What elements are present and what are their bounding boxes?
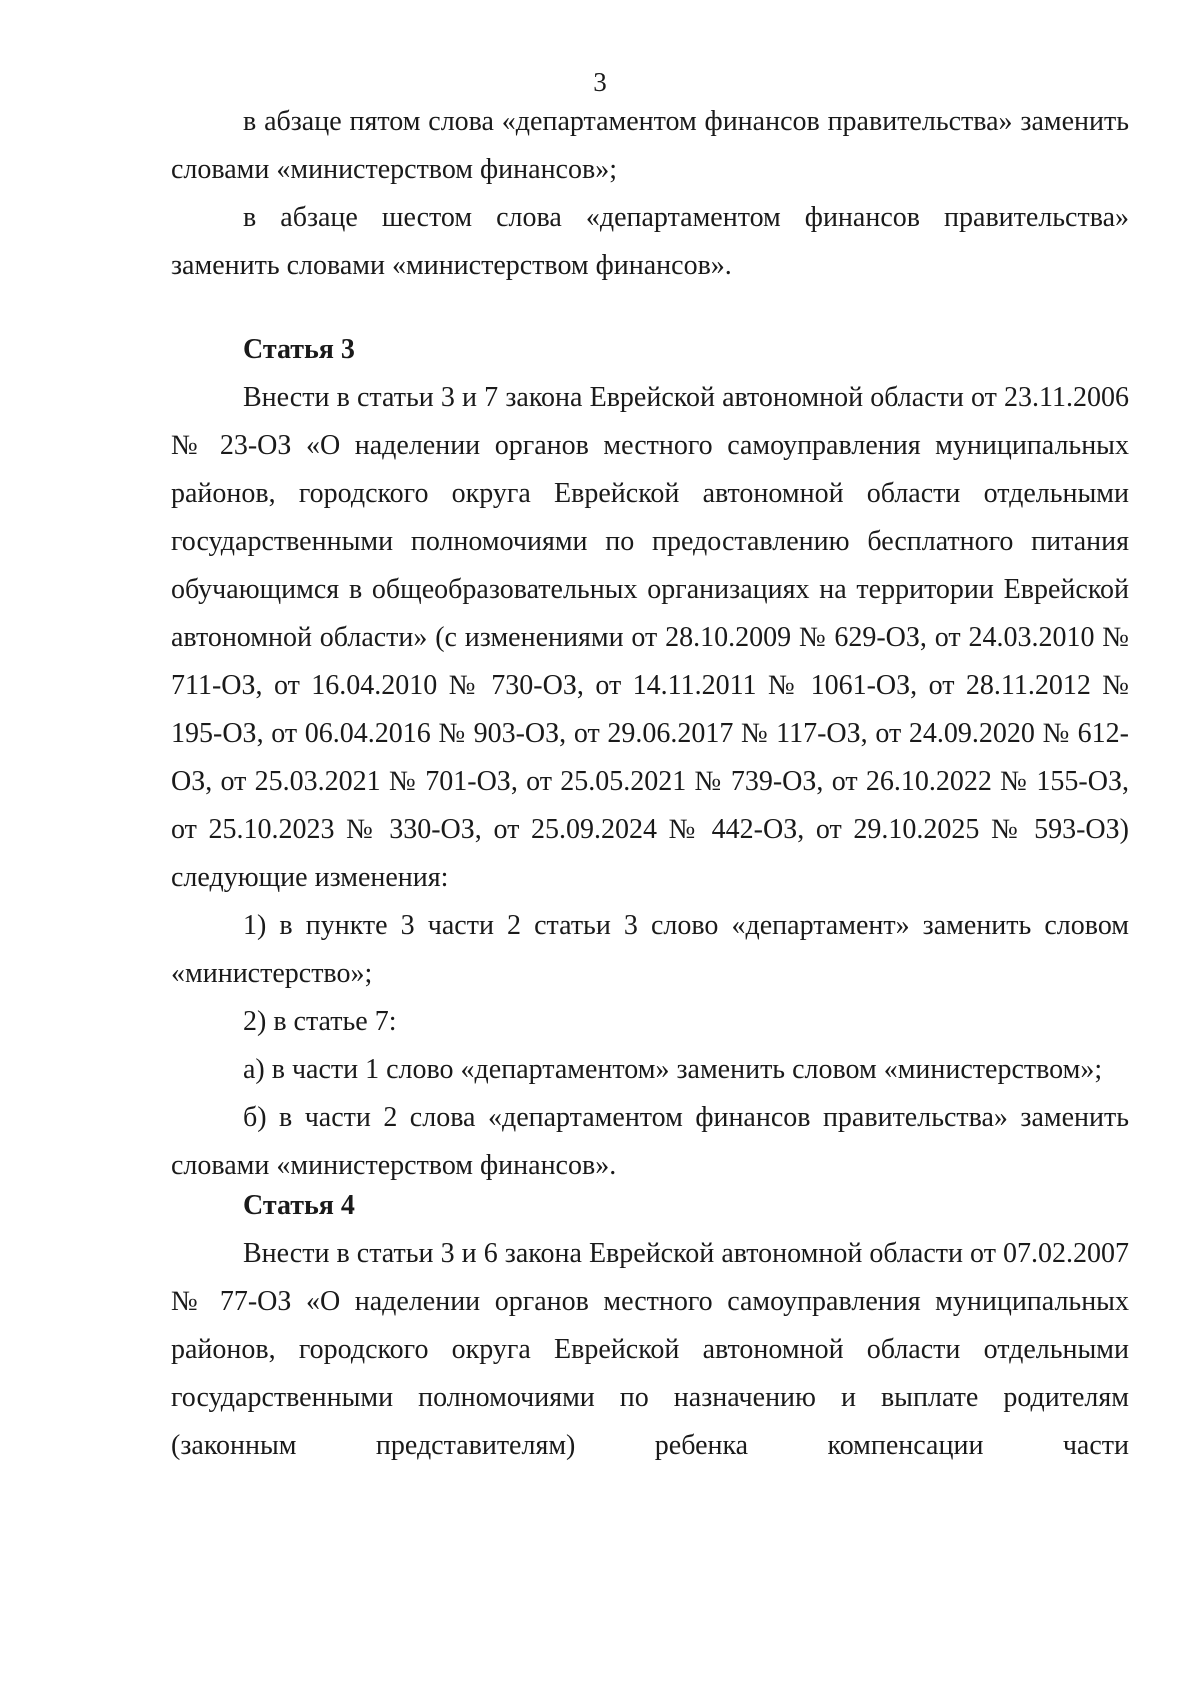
article-4 [171, 1182, 1129, 1470]
amendment-block-continued [171, 98, 1129, 290]
article-3-intro: Внести в статьи 3 и 7 закона Еврейской автономной области от 23.11.2006 № 23-ОЗ «О наделении органов местного самоуправления муниципальных районов, городского округа Еврейской автономной области отдельными государственными полномочиями по предоставлению бесплатного питания обучающимся в общеобразовательных организациях на территории Еврейской автономной области» (с изменениями от 28.10.2009 № 629-ОЗ, от 24.03.2010 № 711-ОЗ, от 16.04.2010 № 730-ОЗ, от 14.11.2011 № 1061-ОЗ, от 28.11.2012 № 195-ОЗ, от 06.04.2016 № 903-ОЗ, от 29.06.2017 № 117-ОЗ, от 24.09.2020 № 612-ОЗ, от 25.03.2021 № 701-ОЗ, от 25.05.2021 № 739-ОЗ, от 26.10.2022 № 155-ОЗ, от 25.10.2023 № 330-ОЗ, от 25.09.2024 № 442-ОЗ, от 29.10.2025 № 593-ОЗ) следующие изменения: [171, 382, 1129, 893]
article-3-item-1: 1) в пункте 3 части 2 статьи 3 слово «департамент» заменить словом «министерство»; [171, 910, 1129, 989]
article-3-item-2a: а) в части 1 слово «департаментом» заменить словом «министерством»; [243, 1054, 1103, 1085]
article-3 [171, 326, 1129, 1190]
article-4-intro: Внести в статьи 3 и 6 закона Еврейской автономной области от 07.02.2007 № 77-ОЗ «О наделении органов местного самоуправления муниципальных районов, городского округа Еврейской автономной области отдельными государственными полномочиями по назначению и выплате родителям (законным представителям) ребенка компенсации части [171, 1238, 1129, 1461]
article-4-heading: Статья 4 [243, 1190, 355, 1221]
article-3-item-2: 2) в статье 7: [243, 1006, 397, 1037]
article-3-item-2b: б) в части 2 слова «департаментом финансов правительства» заменить словами «министерством финансов». [171, 1102, 1129, 1181]
paragraph-abzac-6: в абзаце шестом слова «департаментом финансов правительства» заменить словами «министерством финансов». [171, 202, 1129, 281]
page-number: 3 [593, 67, 607, 97]
article-3-heading: Статья 3 [243, 334, 355, 365]
paragraph-abzac-5: в абзаце пятом слова «департаментом финансов правительства» заменить словами «министерством финансов»; [171, 106, 1129, 185]
